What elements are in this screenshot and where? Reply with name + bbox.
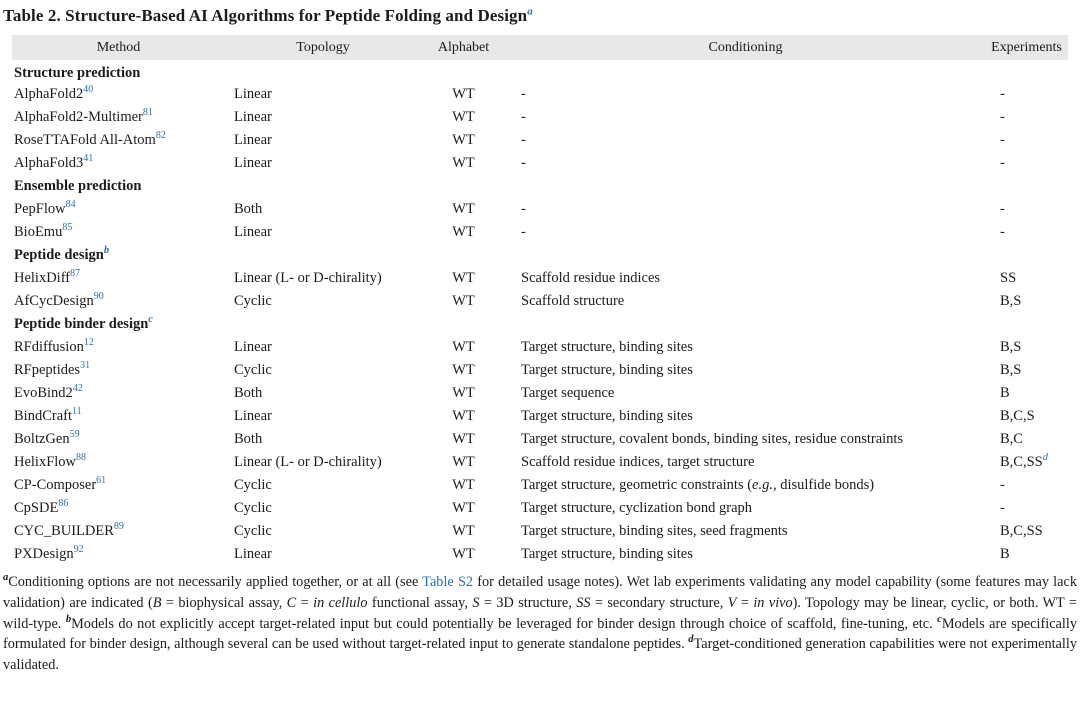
- conditioning-cell: Target structure, binding sites: [521, 546, 693, 562]
- method-cell: AlphaFold3$^{41}$: [14, 153, 94, 171]
- citation-link[interactable]: 12: [83, 337, 94, 349]
- conditioning-cell: Target structure, geometric constraints (e.g., disulfide bonds): [521, 477, 875, 493]
- alphabet-cell: WT: [452, 224, 475, 240]
- experiments-cell: B,C,SS: [1000, 523, 1043, 539]
- conditioning-cell: Scaffold residue indices, target structure: [521, 454, 755, 470]
- footnote-marker: c: [937, 613, 942, 625]
- citation-link[interactable]: 89: [113, 521, 124, 533]
- title-footnote-ref[interactable]: a: [527, 5, 533, 18]
- table-row: [12, 336, 1068, 359]
- citation-link[interactable]: 61: [96, 475, 107, 487]
- method-cell: HelixDiff$^{87}$: [14, 268, 81, 286]
- experiments-cell: B,C,SS$^d$: [1000, 452, 1048, 470]
- method-cell: AfCycDesign$^{90}$: [14, 291, 104, 309]
- conditioning-cell: Target sequence: [521, 385, 615, 401]
- method-cell: AlphaFold2$^{40}$: [14, 84, 94, 102]
- section-footnote-ref[interactable]: c: [148, 314, 153, 326]
- experiments-cell: -: [1000, 477, 1005, 493]
- alphabet-cell: WT: [452, 201, 475, 217]
- experiments-cell: B,C: [1000, 431, 1023, 447]
- experiments-cell: B: [1000, 546, 1010, 562]
- table-row: [12, 359, 1068, 382]
- citation-link[interactable]: 59: [69, 429, 80, 441]
- table-row: [12, 520, 1068, 543]
- table-row: [12, 106, 1068, 129]
- citation-link[interactable]: 87: [70, 268, 81, 280]
- alphabet-cell: WT: [452, 546, 475, 562]
- alphabet-cell: WT: [452, 86, 475, 102]
- alphabet-cell: WT: [452, 109, 475, 125]
- method-cell: RFdiffusion$^{12}$: [14, 337, 94, 355]
- conditioning-cell: Scaffold structure: [521, 293, 625, 309]
- experiments-cell: B,S: [1000, 339, 1022, 355]
- topology-cell: Linear: [234, 109, 272, 125]
- method-cell: PepFlow$^{84}$: [14, 199, 76, 217]
- alphabet-cell: WT: [452, 500, 475, 516]
- experiments-cell: -: [1000, 109, 1005, 125]
- topology-cell: Cyclic: [234, 500, 272, 516]
- topology-cell: Cyclic: [234, 477, 272, 493]
- table-row: [12, 474, 1068, 497]
- topology-cell: Cyclic: [234, 523, 272, 539]
- topology-cell: Linear: [234, 546, 272, 562]
- method-cell: RoseTTAFold All-Atom$^{82}$: [14, 130, 166, 148]
- conditioning-cell: Target structure, binding sites: [521, 408, 693, 424]
- conditioning-cell: -: [521, 224, 526, 240]
- section-label: Peptide design$^b$: [14, 245, 110, 263]
- alphabet-cell: WT: [452, 431, 475, 447]
- experiments-cell: -: [1000, 500, 1005, 516]
- method-cell: CpSDE$^{86}$: [14, 498, 69, 516]
- footnote-marker: a: [3, 572, 9, 584]
- col-header-alphabet: Alphabet: [421, 35, 506, 60]
- section-label: Peptide binder design$^c$: [14, 314, 153, 332]
- footnote-marker: b: [65, 613, 72, 625]
- table-row: [12, 382, 1068, 405]
- table-row: [12, 152, 1068, 175]
- experiments-footnote-ref[interactable]: d: [1042, 452, 1048, 464]
- citation-link[interactable]: 86: [58, 498, 69, 510]
- method-cell: BindCraft$^{11}$: [14, 406, 82, 424]
- conditioning-cell: Target structure, binding sites, seed fragments: [521, 523, 788, 539]
- method-cell: BoltzGen$^{59}$: [14, 429, 80, 447]
- section-row: [12, 313, 1068, 336]
- citation-link[interactable]: 41: [83, 153, 94, 165]
- alphabet-cell: WT: [452, 270, 475, 286]
- table-row: [12, 198, 1068, 221]
- col-header-topology: Topology: [225, 35, 421, 60]
- conditioning-cell: Target structure, binding sites: [521, 362, 693, 378]
- method-cell: BioEmu$^{85}$: [14, 222, 73, 240]
- citation-link[interactable]: 84: [65, 199, 76, 211]
- conditioning-cell: -: [521, 155, 526, 171]
- citation-link[interactable]: 81: [142, 107, 153, 119]
- topology-cell: Cyclic: [234, 293, 272, 309]
- method-cell: EvoBind2$^{42}$: [14, 383, 83, 401]
- experiments-cell: -: [1000, 132, 1005, 148]
- section-footnote-ref[interactable]: b: [103, 245, 110, 257]
- col-header-method: Method: [12, 35, 225, 60]
- col-header-conditioning: Conditioning: [506, 35, 985, 60]
- topology-cell: Linear: [234, 86, 272, 102]
- alphabet-cell: WT: [452, 523, 475, 539]
- table-s2-link[interactable]: Table S2: [422, 574, 474, 590]
- table-row: [12, 497, 1068, 520]
- conditioning-cell: -: [521, 201, 526, 217]
- table-title-text: Table 2. Structure-Based AI Algorithms for Peptide Folding and Design: [3, 6, 528, 25]
- citation-link[interactable]: 90: [93, 291, 104, 303]
- alphabet-cell: WT: [452, 155, 475, 171]
- table-row: [12, 290, 1068, 313]
- table-row: [12, 267, 1068, 290]
- citation-link[interactable]: 88: [76, 452, 87, 464]
- topology-cell: Both: [234, 385, 263, 401]
- citation-link[interactable]: 31: [80, 360, 91, 372]
- topology-cell: Linear: [234, 224, 272, 240]
- conditioning-cell: Target structure, cyclization bond graph: [521, 500, 753, 516]
- experiments-cell: -: [1000, 155, 1005, 171]
- topology-cell: Both: [234, 431, 263, 447]
- conditioning-cell: Scaffold residue indices: [521, 270, 661, 286]
- table-row: [12, 428, 1068, 451]
- alphabet-cell: WT: [452, 293, 475, 309]
- citation-link[interactable]: 85: [62, 222, 73, 234]
- section-row: [12, 244, 1068, 267]
- experiments-cell: SS: [1000, 270, 1017, 286]
- method-cell: HelixFlow$^{88}$: [14, 452, 87, 470]
- experiments-cell: B,S: [1000, 362, 1022, 378]
- method-cell: CP-Composer$^{61}$: [14, 475, 107, 493]
- section-label: Ensemble prediction: [14, 178, 142, 194]
- citation-link[interactable]: 11: [72, 406, 82, 418]
- experiments-cell: B,C,S: [1000, 408, 1035, 424]
- alphabet-cell: WT: [452, 132, 475, 148]
- method-cell: RFpeptides$^{31}$: [14, 360, 91, 378]
- col-header-experiments: Experiments: [985, 35, 1068, 60]
- topology-cell: Linear: [234, 155, 272, 171]
- method-cell: PXDesign$^{92}$: [14, 544, 84, 562]
- conditioning-cell: -: [521, 86, 526, 102]
- topology-cell: Linear: [234, 132, 272, 148]
- alphabet-cell: WT: [452, 385, 475, 401]
- conditioning-cell: Target structure, covalent bonds, binding sites, residue constraints: [521, 431, 904, 447]
- conditioning-cell: -: [521, 132, 526, 148]
- alphabet-cell: WT: [452, 362, 475, 378]
- alphabet-cell: WT: [452, 339, 475, 355]
- topology-cell: Both: [234, 201, 263, 217]
- experiments-cell: B,S: [1000, 293, 1022, 309]
- alphabet-cell: WT: [452, 408, 475, 424]
- experiments-cell: -: [1000, 86, 1005, 102]
- footnote-marker: d: [688, 634, 694, 646]
- conditioning-cell: -: [521, 109, 526, 125]
- table-row: [12, 543, 1068, 566]
- alphabet-cell: WT: [452, 454, 475, 470]
- experiments-cell: -: [1000, 224, 1005, 240]
- section-row: [12, 60, 1068, 83]
- table-title: [2, 6, 1078, 26]
- table-row: [12, 83, 1068, 106]
- algorithms-table: [12, 35, 1068, 566]
- citation-link[interactable]: 40: [83, 84, 94, 96]
- topology-cell: Linear (L- or D-chirality): [234, 270, 382, 286]
- experiments-cell: B: [1000, 385, 1010, 401]
- topology-cell: Cyclic: [234, 362, 272, 378]
- table-row: [12, 221, 1068, 244]
- topology-cell: Linear (L- or D-chirality): [234, 454, 382, 470]
- table-row: [12, 451, 1068, 474]
- table-body: [12, 60, 1068, 566]
- topology-cell: Linear: [234, 339, 272, 355]
- section-row: [12, 175, 1068, 198]
- topology-cell: Linear: [234, 408, 272, 424]
- header-row: [12, 35, 1068, 60]
- method-cell: CYC_BUILDER$^{89}$: [14, 521, 124, 539]
- citation-link[interactable]: 42: [72, 383, 83, 395]
- citation-link[interactable]: 82: [155, 130, 166, 142]
- alphabet-cell: WT: [452, 477, 475, 493]
- table-row: [12, 129, 1068, 152]
- section-label: Structure prediction: [14, 65, 141, 81]
- table-row: [12, 405, 1068, 428]
- experiments-cell: -: [1000, 201, 1005, 217]
- method-cell: AlphaFold2-Multimer$^{81}$: [14, 107, 153, 125]
- citation-link[interactable]: 92: [73, 544, 84, 556]
- table-footnote: $^a$Conditioning options are not necessarily applied together, or at all (see Table S2 for detailed usage notes). Wet lab experiments validating any model capability (some features may lack validation) are indicated (B = biophysical assay, C = in cellulo functional assay, S = 3D structure, SS = secondary structure, V = in vivo). Topology may be linear, cyclic, or both. WT = wild-type. $^b$Models do not explicitly accept target-related input but could potentially be leveraged for binder design through choice of scaffold, fine-tuning, etc. $^c$Models are specifically formulated for binder design, although several can be used without target-related input to generate standalone peptides. $^d$Target-conditioned generation capabilities were not experimentally validated.: [3, 572, 1077, 674]
- conditioning-cell: Target structure, binding sites: [521, 339, 693, 355]
